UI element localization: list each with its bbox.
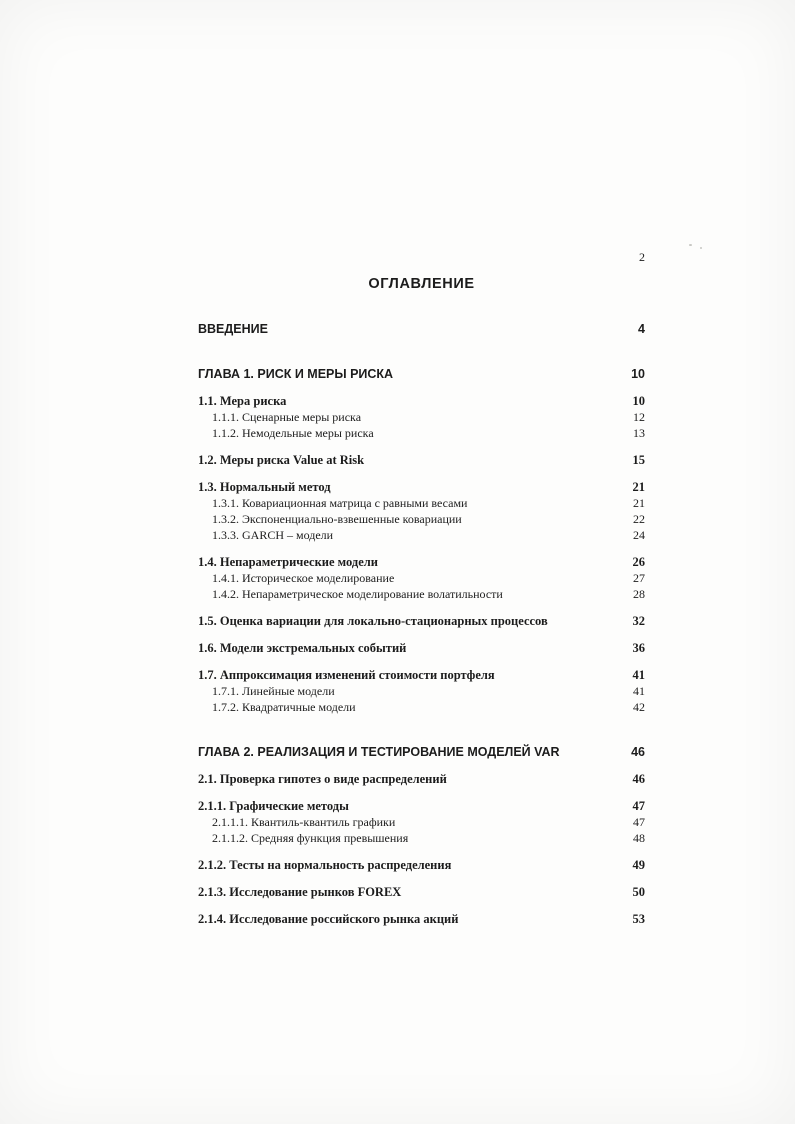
- toc-entry: [198, 831, 645, 846]
- page-number: 2: [639, 250, 645, 264]
- toc-entry: [198, 453, 645, 468]
- toc-entry: [198, 700, 645, 715]
- toc-entry: [198, 885, 645, 900]
- toc-entry-page: 47: [633, 815, 645, 829]
- toc-entry-page: 28: [633, 587, 645, 601]
- toc-entry-label: ГЛАВА 1. РИСК И МЕРЫ РИСКА: [198, 367, 394, 381]
- toc-entry-label: 1.5. Оценка вариации для локально-стационарных процессов: [198, 614, 548, 628]
- toc-entry: [198, 496, 645, 511]
- toc-entry: [198, 858, 645, 873]
- toc-list: [198, 322, 645, 927]
- toc-entry-label: 1.4. Непараметрические модели: [198, 555, 379, 569]
- toc-entry: [198, 641, 645, 656]
- toc-entry-label: 2.1.3. Исследование рынков FOREX: [198, 885, 402, 899]
- toc-entry-page: 50: [632, 885, 645, 899]
- toc-entry: [198, 367, 645, 382]
- toc-entry-label: 1.3.3. GARCH – модели: [212, 528, 334, 542]
- toc-entry: [198, 555, 645, 570]
- toc-entry-label: 1.6. Модели экстремальных событий: [198, 641, 407, 655]
- toc-entry: [198, 815, 645, 830]
- scan-artifact: [689, 244, 692, 246]
- toc-title: ОГЛАВЛЕНИЕ: [368, 276, 475, 292]
- toc-entry-page: 21: [632, 480, 645, 494]
- toc-entry-label: 2.1.1.2. Средняя функция превышения: [212, 831, 409, 845]
- toc-entry-label: 2.1. Проверка гипотез о виде распределений: [198, 772, 447, 786]
- toc-entry-page: 10: [632, 394, 645, 408]
- toc-entry-page: 10: [631, 367, 645, 381]
- toc-entry-page: 46: [632, 772, 645, 786]
- toc-entry-label: 2.1.2. Тесты на нормальность распределения: [198, 858, 452, 872]
- toc-entry-label: ВВЕДЕНИЕ: [198, 322, 268, 336]
- toc-entry-label: 1.1.2. Немодельные меры риска: [212, 426, 374, 440]
- toc-entry-label: 1.1.1. Сценарные меры риска: [212, 410, 362, 424]
- toc-entry-page: 48: [633, 831, 645, 845]
- toc-entry-label: 1.3.2. Экспоненциально-взвешенные ковариации: [212, 512, 462, 526]
- toc-entry: [198, 587, 645, 602]
- toc-entry-page: 24: [633, 528, 645, 542]
- toc-entry-label: 1.7. Аппроксимация изменений стоимости портфеля: [198, 668, 495, 682]
- toc-entry-label: 2.1.1. Графические методы: [198, 799, 349, 813]
- toc-entry-page: 36: [632, 641, 645, 655]
- toc-entry-label: 2.1.1.1. Квантиль-квантиль графики: [212, 815, 396, 829]
- toc-entry-label: 1.2. Меры риска Value at Risk: [198, 453, 365, 467]
- toc-entry: [198, 745, 645, 760]
- toc-entry-label: 1.1. Мера риска: [198, 394, 287, 408]
- toc-entry-page: 4: [638, 322, 645, 336]
- toc-entry-label: 2.1.4. Исследование российского рынка акций: [198, 912, 459, 926]
- toc-entry-page: 41: [633, 684, 645, 698]
- toc-entry: [198, 322, 645, 337]
- toc-entry-label: 1.4.1. Историческое моделирование: [212, 571, 395, 585]
- toc-entry-page: 42: [633, 700, 645, 714]
- toc-entry: [198, 772, 645, 787]
- toc-entry-page: 27: [633, 571, 645, 585]
- toc-entry-label: 1.7.1. Линейные модели: [212, 684, 335, 698]
- toc-entry: [198, 394, 645, 409]
- toc-entry-page: 41: [632, 668, 645, 682]
- toc-entry: [198, 512, 645, 527]
- toc-entry: [198, 799, 645, 814]
- toc-entry: [198, 528, 645, 543]
- toc-entry: [198, 410, 645, 425]
- toc-entry-page: 46: [631, 745, 645, 759]
- toc-entry-page: 21: [633, 496, 645, 510]
- scan-artifact: [700, 247, 702, 249]
- toc-entry-page: 13: [633, 426, 645, 440]
- toc-entry-label: ГЛАВА 2. РЕАЛИЗАЦИЯ И ТЕСТИРОВАНИЕ МОДЕЛЕЙ VAR: [198, 745, 560, 759]
- toc-entry-page: 22: [633, 512, 645, 526]
- toc-entry-page: 53: [632, 912, 645, 926]
- toc-entry-label: 1.7.2. Квадратичные модели: [212, 700, 356, 714]
- toc-entry: [198, 480, 645, 495]
- toc-entry-page: 26: [632, 555, 645, 569]
- toc-entry: [198, 668, 645, 683]
- toc-entry-label: 1.4.2. Непараметрическое моделирование волатильности: [212, 587, 503, 601]
- toc-entry-label: 1.3.1. Ковариационная матрица с равными весами: [212, 496, 468, 510]
- toc-entry: [198, 426, 645, 441]
- toc-entry: [198, 912, 645, 927]
- toc-entry: [198, 684, 645, 699]
- toc-entry-page: 12: [633, 410, 645, 424]
- toc-entry-page: 15: [632, 453, 645, 467]
- toc-entry: [198, 571, 645, 586]
- toc-entry-page: 49: [632, 858, 645, 872]
- toc-entry: [198, 614, 645, 629]
- toc-entry-page: 32: [632, 614, 645, 628]
- toc-entry-label: 1.3. Нормальный метод: [198, 480, 331, 494]
- toc-entry-page: 47: [632, 799, 645, 813]
